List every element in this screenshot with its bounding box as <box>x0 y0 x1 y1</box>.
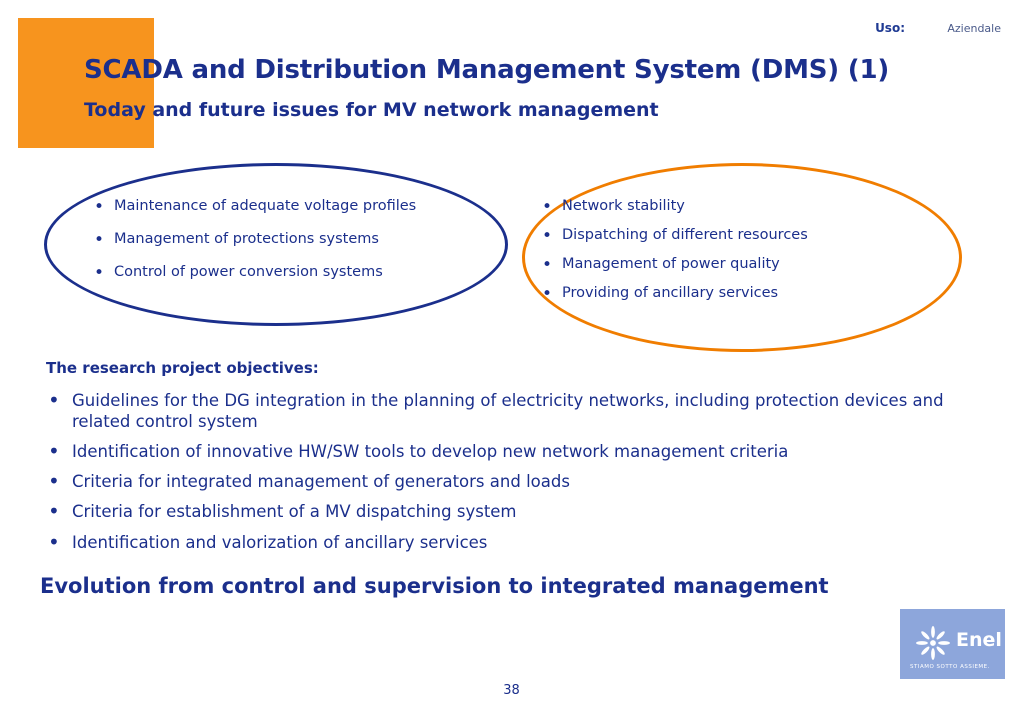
list-item: • Identification and valorization of ancillary services <box>46 532 1006 553</box>
flower-icon <box>916 626 950 660</box>
objectives-heading: The research project objectives: <box>46 359 319 377</box>
right-ellipse-list <box>538 196 938 312</box>
objectives-list <box>46 390 1006 562</box>
list-item: • Dispatching of different resources <box>538 225 938 246</box>
list-item: • Management of power quality <box>538 254 938 275</box>
uso-value: Aziendale <box>947 22 1001 35</box>
uso-label: Uso: <box>875 21 905 35</box>
list-item: • Providing of ancillary services <box>538 283 938 304</box>
left-ellipse-list <box>90 196 490 295</box>
list-item: • Criteria for integrated management of generators and loads <box>46 471 1006 492</box>
list-item: • Criteria for establishment of a MV dispatching system <box>46 501 1006 522</box>
page-title: SCADA and Distribution Management System (DMS) (1) <box>84 55 890 85</box>
list-item: • Control of power conversion systems <box>90 262 490 283</box>
logo-tagline: STIAMO SOTTO ASSIEME. <box>910 664 990 670</box>
page-subtitle: Today and future issues for MV network management <box>84 99 659 121</box>
conclusion-text: Evolution from control and supervision to integrated management <box>40 574 829 598</box>
list-item: • Network stability <box>538 196 938 217</box>
list-item: • Management of protections systems <box>90 229 490 250</box>
list-item: • Identification of innovative HW/SW tools to develop new network management criteria <box>46 441 1006 462</box>
list-item: • Maintenance of adequate voltage profiles <box>90 196 490 217</box>
logo-wordmark: Enel <box>956 629 1002 651</box>
page-number: 38 <box>503 683 520 698</box>
list-item: • Guidelines for the DG integration in the planning of electricity networks, including protection devices and related control system <box>46 390 1006 432</box>
enel-logo <box>900 609 1005 679</box>
